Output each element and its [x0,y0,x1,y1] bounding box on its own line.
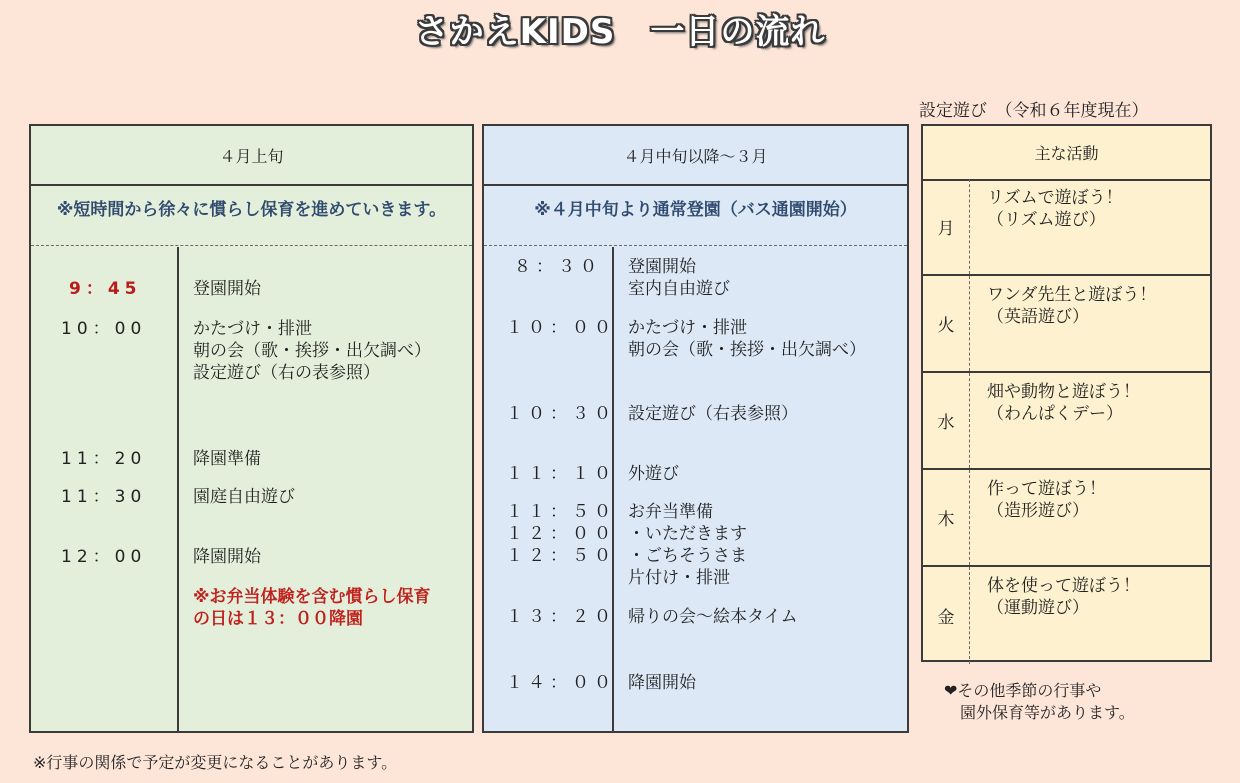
activity-label: 登園開始 [193,279,261,299]
weekday-divider [969,179,970,274]
weekday-label: 木 [937,510,955,530]
weekday-row [923,373,1210,470]
early-april-note: ※短時間から徐々に慣らし保育を進めていきます。 [31,186,472,246]
activity-label: 設定遊び（右表参照） [628,404,798,424]
time-label: １０：３０ [506,404,616,424]
weekday-divider [969,470,970,565]
regular-header: ４月中旬以降～３月 [484,126,907,186]
time-label: １０：００ [506,318,616,338]
page-title: さかえKIDS 一日の流れ [414,12,826,52]
weekday-row [923,276,1210,373]
weekly-header: 主な活動 [923,126,1210,181]
time-label: ８：３０ [514,257,602,277]
column-divider [177,247,179,731]
footer-note: ※行事の関係で予定が変更になることがあります。 [33,753,398,772]
time-label: １３：２０ [506,607,616,627]
lunch-warning: ※お弁当体験を含む慣らし保育 の日は１３：００降園 [193,587,431,629]
time-label: 11：20 [61,449,147,469]
weekly-caption: 設定遊び （令和６年度現在） [919,101,1149,121]
weekly-activities-table [921,124,1212,662]
activity-label: 園庭自由遊び [193,487,295,507]
regular-schedule [482,124,909,733]
weekday-label: 月 [937,219,955,239]
time-label: 9：45 [69,279,142,299]
weekday-label: 水 [937,413,955,433]
time-label: １１：１０ [506,464,616,484]
regular-note: ※４月中旬より通常登園（バス通園開始） [484,186,907,246]
early-april-schedule [29,124,474,733]
weekday-row [923,567,1210,664]
time-label: １１：５０ １２：００ １２：５０ [506,502,616,566]
weekday-row [923,179,1210,276]
early-april-header: ４月上旬 [31,126,472,186]
activity-label: 降園準備 [193,449,261,469]
activity-label: 帰りの会～絵本タイム [628,607,798,627]
activity-label: 降園開始 [628,673,696,693]
weekday-label: 金 [937,608,955,628]
time-label: 12：00 [61,547,147,567]
weekday-label: 火 [937,316,955,336]
weekday-activity: リズムで遊ぼう！ （リズム遊び） [987,188,1123,230]
weekday-divider [969,567,970,664]
time-label: １４：００ [506,673,616,693]
activity-label: 降園開始 [193,547,261,567]
activity-label: かたづけ・排泄 朝の会（歌・挨拶・出欠調べ） [628,318,866,360]
activity-label: 外遊び [628,464,679,484]
weekday-divider [969,276,970,371]
weekday-activity: 畑や動物と遊ぼう！ （わんぱくデー） [987,382,1140,424]
weekday-activity: ワンダ先生と遊ぼう！ （英語遊び） [987,285,1157,327]
seasonal-events-note: ❤その他季節の行事や 園外保育等があります。 [944,681,1135,722]
weekday-row [923,470,1210,567]
time-label: 10：00 [61,319,147,339]
activity-label: 登園開始 室内自由遊び [628,257,730,299]
weekday-activity: 作って遊ぼう！ （造形遊び） [987,479,1106,521]
weekday-divider [969,373,970,468]
weekday-activity: 体を使って遊ぼう！ （運動遊び） [987,576,1140,618]
activity-label: お弁当準備 ・いただきます ・ごちそうさま 片付け・排泄 [628,502,747,588]
activity-label: かたづけ・排泄 朝の会（歌・挨拶・出欠調べ） 設定遊び（右の表参照） [193,319,431,383]
time-label: 11：30 [61,487,147,507]
